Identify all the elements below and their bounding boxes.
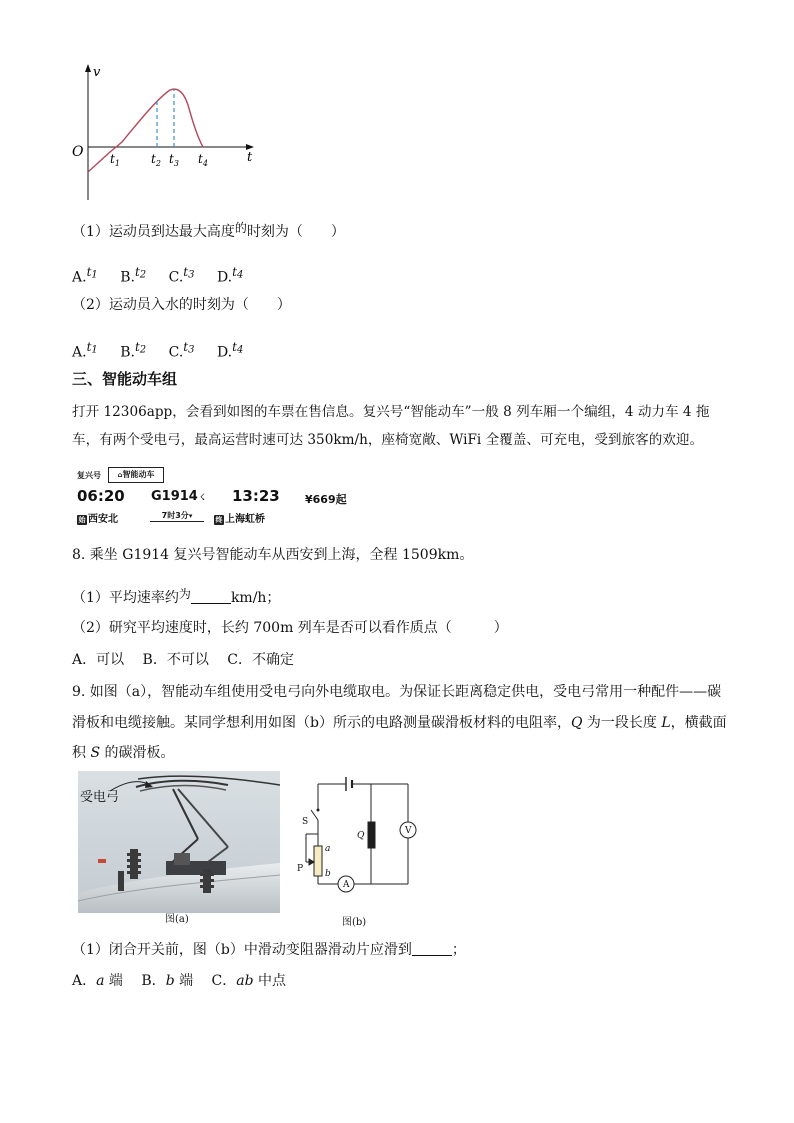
ticket-tag-label: 智能动车 [122, 470, 155, 479]
q1-option-c[interactable]: $C.t^3$ [168, 265, 195, 286]
q8-p1-before: （1）平均速率约 [72, 590, 179, 606]
q1-stem [72, 218, 345, 242]
q2-option-d[interactable]: $D.t^4$ [216, 340, 244, 361]
ticket-depart-time: 06:20 [77, 487, 125, 505]
circuit-b-label: b [325, 869, 331, 879]
ticket-arrive-time: 13:23 [232, 487, 280, 505]
q1-options [72, 262, 261, 288]
figure-b-caption: 图(b) [342, 917, 367, 928]
circuit-a-label: a [325, 844, 331, 854]
circuit-p-label: P [297, 864, 304, 874]
q1-text-after: 时刻为（ ） [246, 224, 345, 240]
circuit-voltmeter-label: V [405, 826, 412, 836]
ticket-price: ¥669起 [305, 493, 347, 506]
q9-line2-b: 为一段长度 [582, 715, 662, 731]
vt-graph [70, 60, 270, 205]
q9-line2-a: 滑板和电缆接触。某同学想利用如图（b）所示的电路测量碳滑板材料的电阻率， [72, 715, 571, 731]
figure-b-circuit-diagram [296, 772, 426, 897]
section-intro-line1: 打开 12306app，会看到如图的车票在售信息。复兴号“智能动车”一般 8 列车厢一个编组，4 动力车 4 拖 [72, 404, 710, 420]
q2-option-b[interactable]: $B.t^2$ [120, 340, 147, 361]
q8-part1 [72, 584, 280, 608]
q9-var-l: L [661, 715, 671, 731]
q9-line3 [72, 743, 175, 763]
arrive-station-name: 上海虹桥 [225, 514, 265, 525]
q2-option-a[interactable]: $A.t^1$ [72, 340, 98, 361]
figure-a-pantograph-photo [78, 771, 280, 913]
q9-line2-c: ，横截面 [670, 715, 727, 731]
q1-text-before: （1）运动员到达最大高度 [72, 224, 235, 240]
section-intro-line2: 车，有两个受电弓，最高运营时速可达 350km/h，座椅宽敞、WiFi 全覆盖、可充电，受到旅客的欢迎。 [72, 432, 704, 448]
depart-station-badge: 始 [78, 516, 86, 524]
train-ticket-card[interactable] [72, 466, 372, 528]
figure-a-caption: 图(a) [165, 914, 189, 925]
q2-stem: （2）运动员入水的时刻为（ ） [72, 297, 291, 313]
tick-t1: $t_1$ [110, 152, 120, 168]
q9-line3-b: 的碳滑板。 [100, 745, 175, 761]
ticket-train-icon: ☇ [199, 493, 206, 503]
q9-p1-after: ； [451, 942, 466, 958]
q1-option-d[interactable]: $D.t^4$ [216, 265, 244, 286]
q9-answer-blank[interactable] [412, 941, 452, 956]
depart-station-name: 西安北 [88, 514, 118, 525]
q8-stem: 8. 乘坐 G1914 复兴号智能动车从西安到上海，全程 1509km。 [72, 547, 474, 563]
q8-answer-blank[interactable] [191, 589, 231, 604]
ticket-arrive-station [214, 510, 265, 525]
tick-t3: $t_3$ [169, 152, 179, 168]
q9-line3-a: 积 [72, 745, 91, 761]
q9-part1 [72, 940, 466, 960]
q1-text-raised: 的 [234, 221, 247, 235]
circuit-q-label: Q [357, 831, 365, 841]
tick-t2: $t_2$ [151, 152, 161, 168]
q8-p1-raised: 为 [178, 587, 191, 601]
q1-option-a[interactable]: $A.t^1$ [72, 265, 98, 286]
q2-option-c[interactable]: $C.t^3$ [168, 340, 195, 361]
ticket-duration-text: 7时3分 [161, 511, 189, 520]
chevron-down-icon: ▾ [188, 512, 193, 520]
q9-var-q: Q [570, 715, 583, 731]
q8-options[interactable]: A．可以 B．不可以 C．不确定 [72, 652, 295, 668]
q2-options [72, 337, 261, 363]
velocity-curve [88, 89, 203, 172]
section-heading: 三、智能动车组 [72, 370, 178, 388]
ticket-depart-station [77, 510, 118, 525]
ticket-tag-icon: ⌂ [117, 471, 123, 479]
arrive-station-badge: 终 [215, 516, 223, 524]
figure-a-label: 受电弓 [80, 790, 120, 805]
ticket-train-no-text: G1914 [151, 489, 198, 504]
v-axis-arrow [85, 64, 91, 72]
origin-label: O [72, 144, 84, 160]
ticket-duration [150, 510, 204, 522]
q9-line2 [72, 713, 727, 733]
v-axis-label: v [93, 65, 101, 80]
ticket-tag [108, 467, 164, 483]
q9-p1-before: （1）闭合开关前，图（b）中滑动变阻器滑动片应滑到 [72, 942, 412, 958]
t-axis-label: t [247, 150, 253, 165]
q1-option-b[interactable]: $B.t^2$ [120, 265, 147, 286]
circuit-switch-label: S [302, 817, 309, 827]
ticket-train-no [151, 489, 205, 504]
q8-p1-after: km/h； [230, 590, 281, 606]
q9-var-s: S [90, 745, 101, 761]
circuit-ammeter-label: A [343, 880, 350, 890]
q9-options[interactable]: A．a 端 B．b 端 C．ab 中点 [72, 973, 287, 989]
ticket-brand: 复兴号 [77, 471, 101, 480]
tick-t4: $t_4$ [198, 152, 208, 168]
q8-part2: （2）研究平均速度时，长约 700m 列车是否可以看作质点（ ） [72, 620, 508, 636]
q9-line1: 9. 如图（a），智能动车组使用受电弓向外电缆取电。为保证长距离稳定供电，受电弓常用一种配件——碳 [72, 684, 722, 700]
